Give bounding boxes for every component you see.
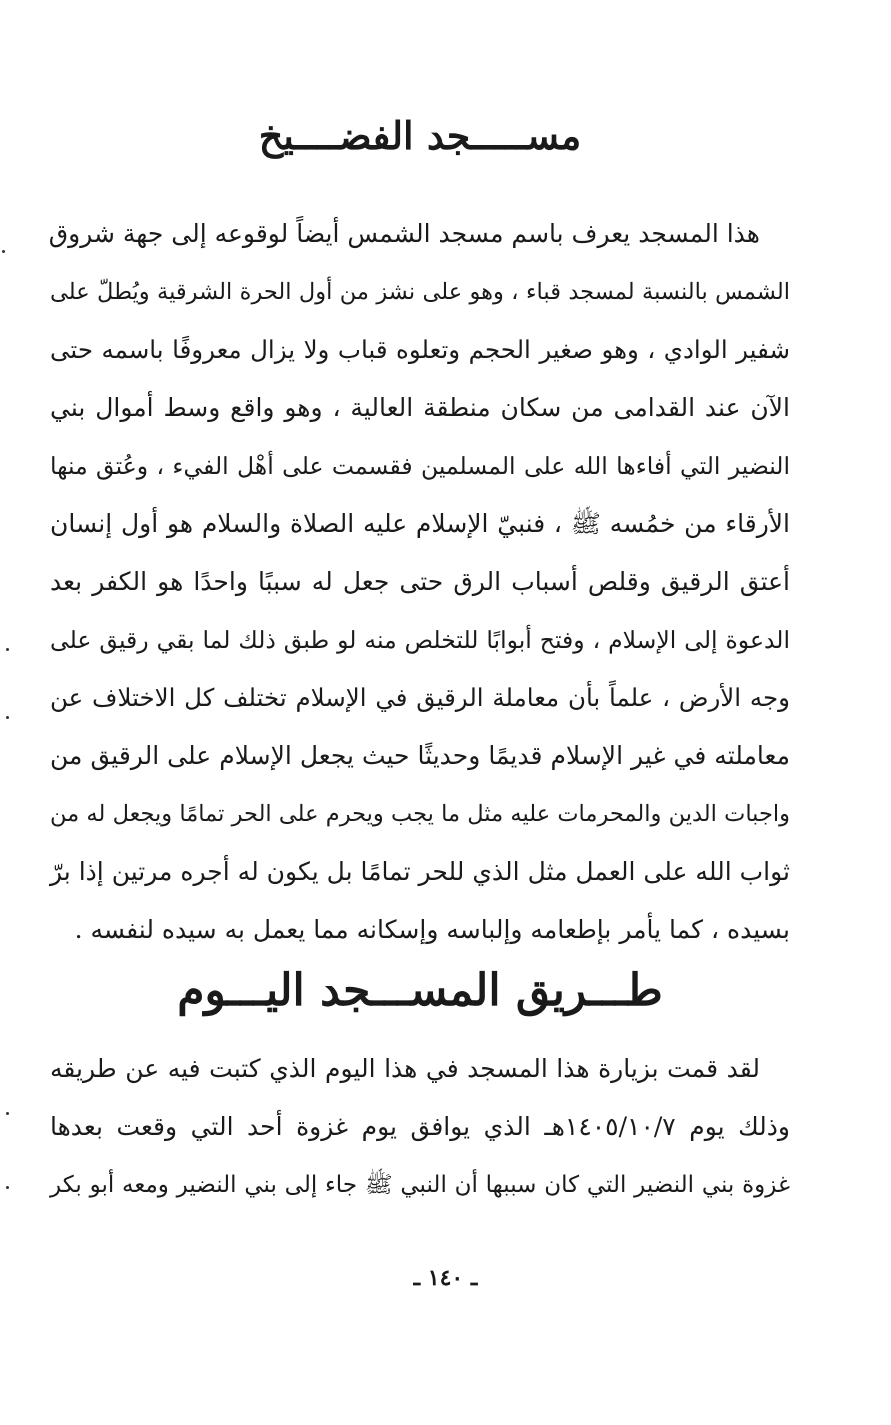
scan-speck — [6, 1186, 9, 1189]
text-line: ثواب الله على العمل مثل الذي للحر تمامًا بل يكون له أجره مرتين إذا برّ — [50, 857, 790, 886]
scan-speck — [6, 1112, 9, 1115]
section-title-masjid-al-fadikh: مســـــجد الفضــــيخ — [258, 113, 582, 158]
text-line: هذا المسجد يعرف باسم مسجد الشمس أيضاً لوقوعه إلى جهة شروق — [48, 219, 760, 248]
scan-speck — [2, 250, 5, 253]
page-number: ـ ١٤٠ ـ — [413, 1265, 478, 1291]
text-line: لقد قمت بزيارة هذا المسجد في هذا اليوم الذي كتبت فيه عن طريقه — [50, 1054, 760, 1083]
text-line: الآن عند القدامى من سكان منطقة العالية ، وهو واقع وسط أموال بني — [50, 393, 790, 422]
text-line: شفير الوادي ، وهو صغير الحجم وتعلوه قباب ولا يزال معروفًا باسمه حتى — [50, 335, 790, 364]
text-line: الدعوة إلى الإسلام ، وفتح أبوابًا للتخلص منه لو طبق ذلك لما بقي رقيق على — [50, 626, 790, 654]
text-line: واجبات الدين والمحرمات عليه مثل ما يجب ويحرم على الحر تمامًا ويجعل له من — [50, 801, 790, 827]
text-line: وذلك يوم ١٤٠٥/١٠/٧هـ الذي يوافق يوم غزوة أحد التي وقعت بعدها — [50, 1112, 790, 1141]
text-line: وجه الأرض ، علماً بأن معاملة الرقيق في الإسلام تختلف كل الاختلاف عن — [50, 683, 790, 712]
scan-speck — [6, 648, 9, 651]
section-title-road-to-masjid-today: طـــريق المســـجد اليـــوم — [177, 965, 663, 1016]
paragraph-masjid-description — [50, 205, 790, 959]
text-line: معاملته في غير الإسلام قديمًا وحديثًا حيث يجعل الإسلام على الرقيق من — [50, 741, 790, 770]
text-line: أعتق الرقيق وقلص أسباب الرق حتى جعل له سببًا واحدًا هو الكفر بعد — [50, 567, 790, 596]
paragraph-visit-account — [50, 1040, 790, 1214]
text-line: الشمس بالنسبة لمسجد قباء ، وهو على نشز من أول الحرة الشرقية ويُطلّ على — [50, 279, 790, 305]
scan-speck — [6, 716, 9, 719]
text-line: النضير التي أفاءها الله على المسلمين فقسمت على أهْل الفيء ، وعُتق منها — [50, 452, 790, 480]
text-line: بسيده ، كما يأمر بإطعامه وإلباسه وإسكانه مما يعمل به سيده لنفسه . — [74, 915, 790, 944]
text-line: غزوة بني النضير التي كان سببها أن النبي ﷺ جاء إلى بني النضير ومعه أبو بكر — [50, 1172, 790, 1198]
text-line: الأرقاء من خمُسه ﷺ ، فنبيّ الإسلام عليه الصلاة والسلام هو أول إنسان — [50, 509, 790, 538]
